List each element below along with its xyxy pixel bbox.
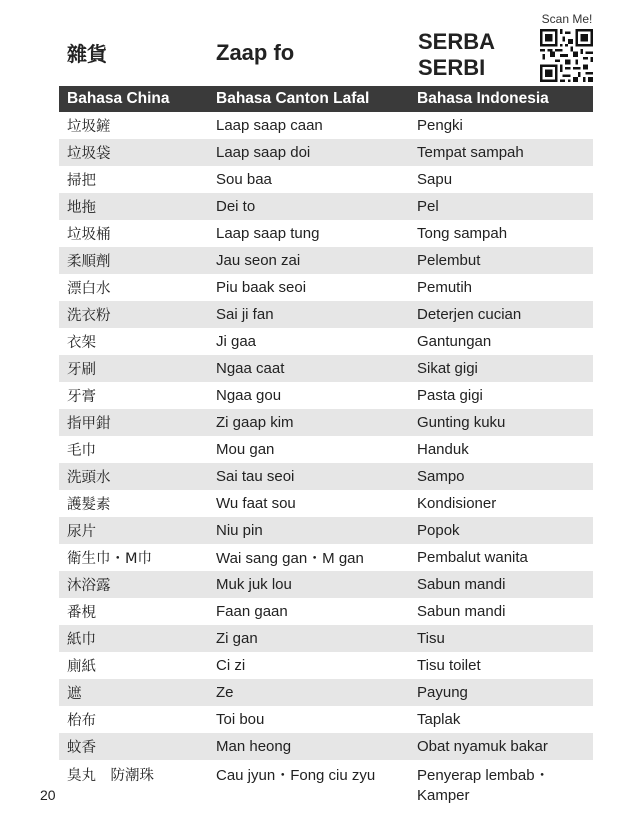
cell-indonesian: Pel [409,193,593,220]
cell-indonesian: Pelembut [409,247,593,274]
cell-indonesian: Sampo [409,463,593,490]
cell-cantonese: Laap saap tung [216,225,320,242]
cell-chinese: 蚊香 [59,733,208,760]
cell-chinese: 牙刷 [59,355,208,382]
table-row [59,355,593,382]
cell-chinese: 沐浴露 [59,571,208,598]
cell-cantonese: Zi gaap kim [208,409,409,436]
table-row [59,733,593,760]
cell-indonesian: Sapu [417,171,453,188]
cell-cantonese: Man heong [208,733,409,760]
table-row [59,625,593,652]
cell-cantonese: Faan gaan [216,603,288,620]
cell-indonesian: Taplak [417,711,461,728]
cell-chinese: 洗頭水 [59,463,208,490]
table-row [59,139,593,166]
table-row [59,301,593,328]
cell-indonesian: Tisu [409,625,593,652]
table-row [59,463,593,490]
cell-chinese: 指甲鉗 [59,409,208,436]
cell-chinese: 洗衣粉 [59,301,208,328]
cell-cantonese: Toi bou [216,711,265,728]
cell-chinese: 臭丸 防潮珠 [67,768,154,784]
cell-cantonese: Laap saap caan [216,117,323,134]
cell-chinese: 柔順劑 [59,247,208,274]
table-header-row [59,86,593,112]
title-chinese: 雜貨 [67,42,107,66]
cell-indonesian: Pembalut wanita [417,549,528,566]
table-row [59,571,593,598]
table-row [59,679,593,706]
table-row [59,409,593,436]
cell-indonesian: Gantungan [417,333,492,350]
cell-cantonese: Dei to [208,193,409,220]
cell-cantonese: Ji gaa [216,333,257,350]
table-row [59,328,593,355]
cell-cantonese: Zi gan [208,625,409,652]
cell-indonesian: Sabun mandi [409,571,593,598]
cell-chinese: 尿片 [59,517,208,544]
header-chinese: Bahasa China [59,86,208,112]
cell-chinese: 紙巾 [59,625,208,652]
cell-cantonese: Wu faat sou [216,495,296,512]
cell-cantonese: Mou gan [216,441,275,458]
cell-cantonese: Sou baa [216,171,272,188]
cell-chinese: 廁紙 [67,659,96,675]
cell-chinese: 掃把 [67,173,96,189]
cell-chinese: 衛生巾・M巾 [67,551,153,567]
table-row [59,436,593,463]
table-row [59,544,593,571]
cell-chinese: 牙膏 [67,389,96,405]
cell-cantonese: Wai sang gan・M gan [216,550,364,567]
table-row [59,193,593,220]
cell-indonesian: Payung [409,679,593,706]
title-indonesian-line1: SERBA [418,29,496,54]
table-row [59,274,593,301]
title-indonesian [418,29,495,81]
cell-chinese: 護髮素 [67,497,111,513]
title-indonesian-line2: SERBI [418,55,486,80]
vocabulary-table [59,86,593,808]
cell-indonesian: Gunting kuku [409,409,593,436]
cell-chinese: 垃圾袋 [59,139,208,166]
table-row [59,382,593,409]
cell-chinese: 枱布 [67,713,96,729]
cell-indonesian: Sikat gigi [409,355,593,382]
cell-indonesian: Penyerap lembab・Kamper [417,767,550,804]
title-cantonese: Zaap fo [216,40,295,65]
table-row [59,166,593,193]
cell-cantonese: Ngaa caat [208,355,409,382]
qr-code-icon[interactable] [540,29,593,82]
cell-cantonese: Ngaa gou [216,387,282,404]
header-indonesian: Bahasa Indonesia [409,86,593,112]
cell-indonesian: Pasta gigi [417,387,483,404]
table-row [59,517,593,544]
cell-indonesian: Handuk [417,441,469,458]
cell-cantonese: Sai ji fan [208,301,409,328]
cell-indonesian: Tisu toilet [417,657,481,674]
table-row [59,490,593,517]
cell-cantonese: Laap saap doi [208,139,409,166]
table-row [59,652,593,679]
cell-cantonese: Ci zi [216,657,246,674]
cell-cantonese: Jau seon zai [208,247,409,274]
cell-chinese: 遮 [59,679,208,706]
cell-indonesian: Sabun mandi [417,603,506,620]
cell-cantonese: Niu pin [208,517,409,544]
cell-chinese: 垃圾桶 [67,227,111,243]
cell-indonesian: Pengki [417,117,463,134]
cell-cantonese: Ze [208,679,409,706]
table-row [59,220,593,247]
cell-indonesian: Deterjen cucian [409,301,593,328]
cell-cantonese: Cau jyun・Fong ciu zyu [216,767,376,784]
header-cantonese: Bahasa Canton Lafal [208,86,409,112]
cell-cantonese: Sai tau seoi [208,463,409,490]
cell-indonesian: Kondisioner [417,495,497,512]
cell-chinese: 地拖 [59,193,208,220]
cell-chinese: 毛巾 [67,443,96,459]
table-row [59,112,593,139]
cell-chinese: 垃圾鏟 [67,119,111,135]
table-row [59,706,593,733]
cell-indonesian: Tong sampah [417,225,508,242]
cell-cantonese: Piu baak seoi [216,279,307,296]
table-row [59,760,593,808]
cell-indonesian: Pemutih [417,279,473,296]
table-row [59,247,593,274]
cell-chinese: 漂白水 [67,281,111,297]
table-row [59,598,593,625]
cell-indonesian: Popok [409,517,593,544]
cell-indonesian: Obat nyamuk bakar [409,733,593,760]
scan-me-label: Scan Me! [541,12,593,26]
cell-cantonese: Muk juk lou [208,571,409,598]
page-number: 20 [40,787,56,803]
cell-indonesian: Tempat sampah [409,139,593,166]
cell-chinese: 番梘 [67,605,96,621]
cell-chinese: 衣架 [67,335,96,351]
